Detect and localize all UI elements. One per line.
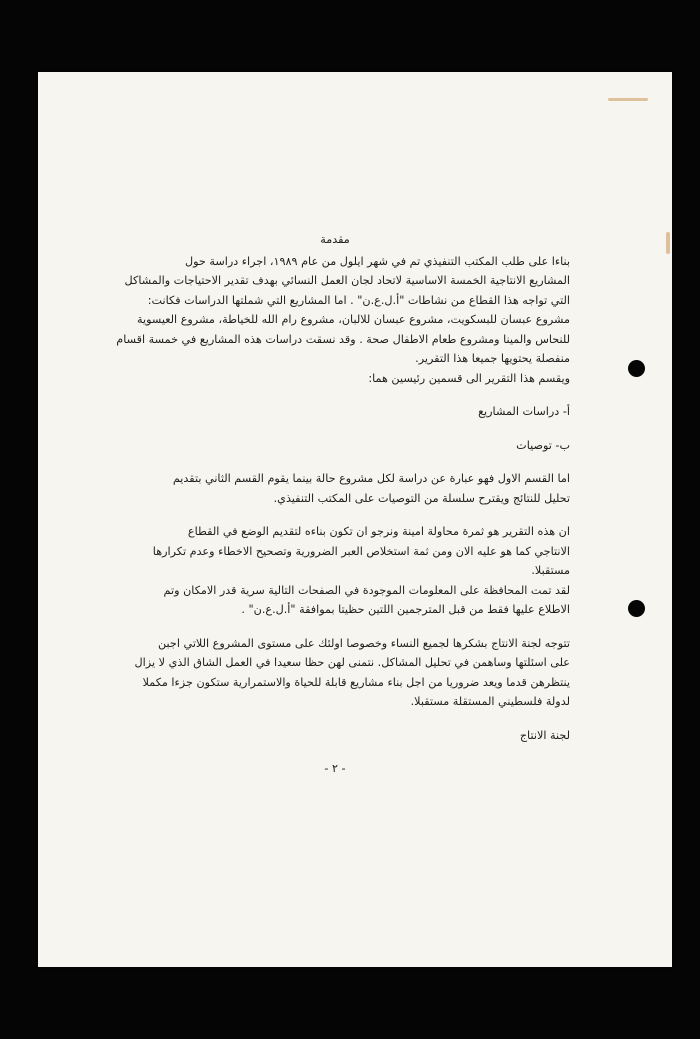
text-line: لدولة فلسطيني المستقلة مستقبلا.: [410, 695, 570, 708]
text-line: للنحاس والمينا ومشروع طعام الاطفال صحة . وقد نسقت دراسات هذه المشاريع في خمسة اقسام: [116, 332, 570, 346]
punch-hole: [628, 360, 645, 377]
page-number: - ٢ -: [324, 762, 346, 775]
text-line: ان هذه التقرير هو ثمرة محاولة امينة ونرجو ان تكون بناءه لتقديم الوضع في القطاع: [187, 525, 570, 538]
text-line: على اسئلتها وساهمن في تحليل المشاكل. نتمنى لهن حظا سعيدا في العمل الشاق الذي لا يزال: [134, 656, 570, 669]
rust-stain: [666, 232, 670, 254]
text-line: لقد تمت المحافظة على المعلومات الموجودة في الصفحات التالية سرية قدر الامكان وتم: [163, 583, 570, 597]
text-line: مستقبلا.: [531, 564, 570, 577]
text-line: الانتاجي كما هو عليه الان ومن ثمة استخلاص العبر الضرورية وتصحيح الاخطاء وعدم تكرارها: [152, 544, 570, 558]
signature: لجنة الانتاج: [519, 728, 570, 742]
text-line: تحليل للنتائج ويقترح سلسلة من التوصيات على المكتب التنفيذي.: [273, 491, 570, 505]
section-heading: ب- توصيات: [516, 438, 570, 452]
punch-hole: [628, 600, 645, 617]
text-line: منفصلة يحتويها جميعا هذا التقرير.: [415, 352, 570, 365]
text-line: تتوجه لجنة الانتاج بشكرها لجميع النساء وخصوصا اولئك على مستوى المشروع اللاتي اجبن: [158, 636, 570, 650]
text-line: التي تواجه هذا القطاع من نشاطات "أ.ل.ع.ن" . اما المشاريع التي شملتها الدراسات فكانت:: [147, 293, 570, 307]
text-line: اما القسم الاول فهو عبارة عن دراسة لكل مشروع حالة بينما يقوم القسم الثاني بتقديم: [172, 472, 570, 485]
text-line: مشروع عبسان للبسكويت، مشروع عبسان للالبان، مشروع رام الله للخياطة، مشروع العيسوية: [136, 313, 570, 326]
document-body: [100, 230, 570, 779]
document-page: [38, 72, 672, 967]
text-line: المشاريع الانتاجية الخمسة الاساسية لاتحاد لجان العمل النسائي بهدف تقدير الاحتياجات والمشاكل: [124, 274, 570, 287]
rust-stain: [608, 98, 648, 101]
document-title: مقدمة: [320, 233, 350, 246]
text-line: ويقسم هذا التقرير الى قسمين رئيسين هما:: [368, 371, 570, 385]
text-line: الاطلاع عليها فقط من قبل المترجمين اللتين حظيتا بموافقة "أ.ل.ع.ن" .: [241, 603, 570, 616]
text-line: ينتظرهن قدما ويعد ضروريا من اجل بناء مشاريع قابلة للحياة والاستمرارية ستكون جزءا مكملا: [142, 675, 570, 689]
text-line: بناءا على طلب المكتب التنفيذي تم في شهر ايلول من عام ١٩٨٩، اجراء دراسة حول: [184, 254, 570, 268]
section-heading: أ- دراسات المشاريع: [478, 405, 570, 418]
